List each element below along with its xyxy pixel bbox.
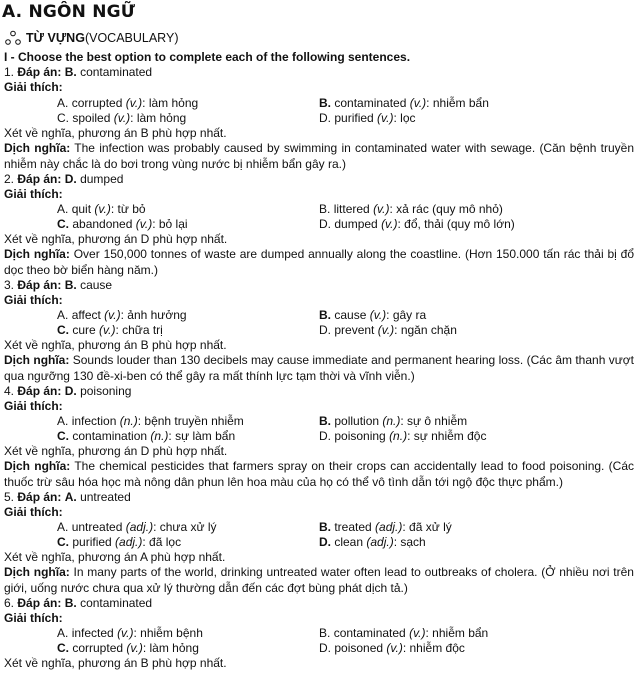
- option-3d: D. prevent (v.): ngăn chặn: [319, 323, 457, 337]
- answer-line-6: 6. Đáp án: B. contaminated: [4, 596, 153, 610]
- option-5a: A. untreated (adj.): chưa xử lý: [57, 520, 217, 534]
- translation-4: Dịch nghĩa: The chemical pesticides that farmers spray on their crops can accidentally lead to food poisoning. (Các thuốc trừ sâu hóa học mà nông dân phun lên hoa màu của họ có thể vô tình dẫn tới ngộ độc thực phẩm.): [4, 459, 634, 489]
- explain-label-6: Giải thích:: [4, 611, 63, 625]
- option-6d: D. poisoned (v.): nhiễm độc: [319, 641, 465, 655]
- conclusion-3: Xét về nghĩa, phương án B phù hợp nhất.: [4, 338, 227, 352]
- part-title: I - Choose the best option to complete each of the following sentences.: [4, 50, 411, 64]
- option-4b: B. pollution (n.): sự ô nhiễm: [319, 414, 468, 428]
- conclusion-1: Xét về nghĩa, phương án B phù hợp nhất.: [4, 126, 227, 140]
- option-2c: C. abandoned (v.): bỏ lại: [57, 217, 188, 231]
- option-1d: D. purified (v.): lọc: [319, 111, 416, 125]
- option-6b: B. contaminated (v.): nhiễm bẩn: [319, 626, 489, 640]
- option-5d: D. clean (adj.): sạch: [319, 535, 426, 549]
- explain-label-1: Giải thích:: [4, 80, 63, 94]
- option-1b: B. contaminated (v.): nhiễm bẩn: [319, 96, 489, 110]
- dots-icon: [4, 30, 22, 46]
- answer-line-4: 4. Đáp án: D. poisoning: [4, 384, 132, 398]
- answer-line-2: 2. Đáp án: D. dumped: [4, 172, 124, 186]
- option-3a: A. affect (v.): ảnh hưởng: [57, 308, 187, 322]
- conclusion-6: Xét về nghĩa, phương án B phù hợp nhất.: [4, 656, 227, 670]
- translation-1: Dịch nghĩa: The infection was probably caused by swimming in contaminated water with sewage. (Căn bệnh truyền nhiễm này chắc là do bơi trong vùng nước bị nhiễm bẩn gây ra.): [4, 141, 634, 171]
- translation-2: Dịch nghĩa: Over 150,000 tonnes of waste are dumped annually along the coastline. (Hơn 150.000 tấn rác thải bị đổ dọc theo bờ biển hàng năm.): [4, 247, 635, 277]
- answer-line-1: 1. Đáp án: B. contaminated: [4, 65, 153, 79]
- option-5b: B. treated (adj.): đã xử lý: [319, 520, 452, 534]
- option-3b: B. cause (v.): gây ra: [319, 308, 427, 322]
- option-2b: B. littered (v.): xả rác (quy mô nhỏ): [319, 202, 503, 216]
- option-1c: C. spoiled (v.): làm hỏng: [57, 111, 187, 125]
- subsection-rest: (VOCABULARY): [84, 31, 179, 45]
- option-2a: A. quit (v.): từ bỏ: [57, 202, 146, 216]
- option-4a: A. infection (n.): bệnh truyền nhiễm: [57, 414, 244, 428]
- translation-5: Dịch nghĩa: In many parts of the world, drinking untreated water often lead to outbreaks of cholera. (Ở nhiều nơi trên giới, uống nước chưa qua xử lý thường dẫn đến các đợt bùng phát dịch tả.): [4, 565, 634, 595]
- section-title: A. NGÔN NGỮ: [2, 2, 136, 22]
- option-3c: C. cure (v.): chữa trị: [57, 323, 163, 337]
- explain-label-3: Giải thích:: [4, 293, 63, 307]
- subsection-heading: [4, 30, 178, 46]
- conclusion-4: Xét về nghĩa, phương án D phù hợp nhất.: [4, 444, 228, 458]
- answer-line-3: 3. Đáp án: B. cause: [4, 278, 113, 292]
- subsection-bold: TỪ VỰNG: [26, 31, 85, 45]
- option-5c: C. purified (adj.): đã lọc: [57, 535, 182, 549]
- option-6a: A. infected (v.): nhiễm bệnh: [57, 626, 203, 640]
- explain-label-2: Giải thích:: [4, 187, 63, 201]
- option-4c: C. contamination (n.): sự làm bẩn: [57, 429, 236, 443]
- option-2d: D. dumped (v.): đổ, thải (quy mô lớn): [319, 217, 515, 231]
- option-6c: C. corrupted (v.): làm hỏng: [57, 641, 199, 655]
- answer-line-5: 5. Đáp án: A. untreated: [4, 490, 131, 504]
- conclusion-5: Xét về nghĩa, phương án A phù hợp nhất.: [4, 550, 226, 564]
- conclusion-2: Xét về nghĩa, phương án D phù hợp nhất.: [4, 232, 228, 246]
- explain-label-5: Giải thích:: [4, 505, 63, 519]
- explain-label-4: Giải thích:: [4, 399, 63, 413]
- option-1a: A. corrupted (v.): làm hỏng: [57, 96, 199, 110]
- translation-3: Dịch nghĩa: Sounds louder than 130 decibels may cause immediate and permanent hearing loss. (Các âm thanh vượt qua ngưỡng 130 đề-xi-ben có thể gây ra mất thính lực tạm thời và vĩnh viễn.): [4, 353, 634, 383]
- option-4d: D. poisoning (n.): sự nhiễm độc: [319, 429, 487, 443]
